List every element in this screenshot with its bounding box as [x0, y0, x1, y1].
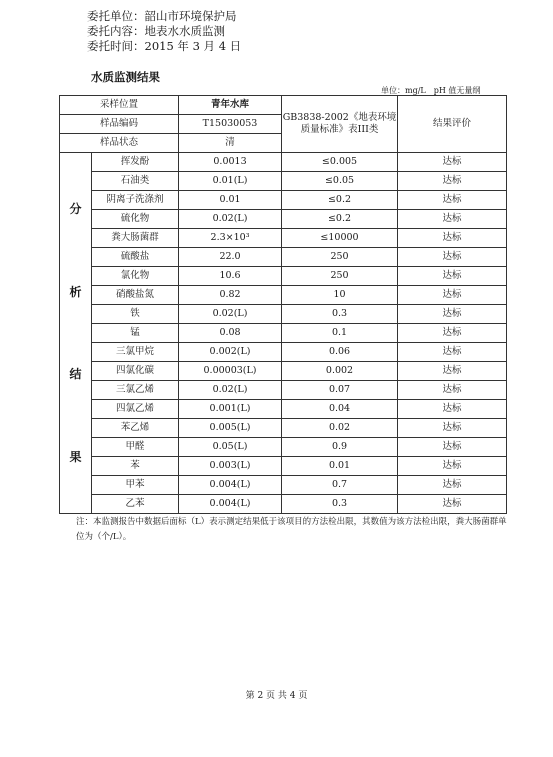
standard-cell: ≤0.005	[282, 153, 398, 172]
side-char: 果	[69, 449, 82, 464]
standard-cell: ≤0.2	[282, 191, 398, 210]
item-cell: 硫酸盐	[92, 248, 179, 267]
item-cell: 锰	[92, 324, 179, 343]
value-cell: 0.004(L)	[179, 476, 282, 495]
sample-id-label: 样品编码	[60, 115, 179, 134]
standard-cell: 0.3	[282, 305, 398, 324]
analysis-result-label	[60, 153, 92, 514]
results-table	[59, 95, 507, 514]
table-row	[60, 172, 507, 191]
table-row	[60, 229, 507, 248]
time-line: 委托时间：2015 年 3 月 4 日	[87, 39, 242, 53]
value-cell: 22.0	[179, 248, 282, 267]
table-row	[60, 191, 507, 210]
table-row	[60, 286, 507, 305]
value-cell: 0.00003(L)	[179, 362, 282, 381]
content-line: 委托内容：地表水水质监测	[87, 24, 225, 38]
table-row	[60, 400, 507, 419]
result-cell: 达标	[398, 362, 507, 381]
location-value: 青年水库	[179, 96, 282, 115]
side-char: 结	[69, 367, 82, 382]
value-cell: 0.001(L)	[179, 400, 282, 419]
result-cell: 达标	[398, 153, 507, 172]
table-row-location	[60, 96, 507, 115]
standard-header: GB3838-2002《地表环境质量标准》表III类	[282, 96, 398, 153]
value-cell: 0.08	[179, 324, 282, 343]
value-cell: 0.02(L)	[179, 381, 282, 400]
value-cell: 10.6	[179, 267, 282, 286]
standard-cell: 0.1	[282, 324, 398, 343]
item-cell: 石油类	[92, 172, 179, 191]
value-cell: 0.02(L)	[179, 305, 282, 324]
value-cell: 0.01(L)	[179, 172, 282, 191]
standard-cell: 0.06	[282, 343, 398, 362]
item-cell: 乙苯	[92, 495, 179, 514]
result-cell: 达标	[398, 476, 507, 495]
result-cell: 达标	[398, 457, 507, 476]
page-number: 第 2 页 共 4 页	[245, 691, 308, 701]
table-row	[60, 438, 507, 457]
table-row	[60, 343, 507, 362]
result-cell: 达标	[398, 343, 507, 362]
table-row	[60, 210, 507, 229]
item-cell: 甲苯	[92, 476, 179, 495]
value-cell: 0.003(L)	[179, 457, 282, 476]
table-row	[60, 419, 507, 438]
standard-cell: ≤0.05	[282, 172, 398, 191]
result-cell: 达标	[398, 191, 507, 210]
standard-cell: 250	[282, 248, 398, 267]
table-row	[60, 381, 507, 400]
table-row	[60, 495, 507, 514]
value-cell: 0.01	[179, 191, 282, 210]
result-cell: 达标	[398, 210, 507, 229]
sample-state-value: 清	[179, 134, 282, 153]
result-cell: 达标	[398, 381, 507, 400]
item-cell: 硝酸盐氮	[92, 286, 179, 305]
footnote: 注：本监测报告中数据后面标（L）表示测定结果低于该项目的方法检出限，其数值为该方法检出限，粪大肠菌群单位为（个/L）。	[76, 517, 507, 542]
side-char: 分	[69, 202, 82, 217]
side-char: 析	[69, 284, 82, 299]
standard-cell: 0.3	[282, 495, 398, 514]
result-cell: 达标	[398, 267, 507, 286]
result-cell: 达标	[398, 248, 507, 267]
unit-ph: pH 值无量纲	[433, 86, 481, 95]
result-cell: 达标	[398, 229, 507, 248]
client-line: 委托单位：韶山市环境保护局	[87, 9, 237, 23]
standard-cell: 0.7	[282, 476, 398, 495]
standard-cell: 0.02	[282, 419, 398, 438]
section-title: 水质监测结果	[91, 70, 160, 84]
table-row	[60, 324, 507, 343]
sample-state-label: 样品状态	[60, 134, 179, 153]
table-row	[60, 305, 507, 324]
item-cell: 苯乙烯	[92, 419, 179, 438]
value-cell: 0.002(L)	[179, 343, 282, 362]
standard-cell: 250	[282, 267, 398, 286]
standard-cell: 0.002	[282, 362, 398, 381]
table-row	[60, 457, 507, 476]
item-cell: 苯	[92, 457, 179, 476]
item-cell: 四氯化碳	[92, 362, 179, 381]
result-cell: 达标	[398, 495, 507, 514]
standard-cell: ≤0.2	[282, 210, 398, 229]
result-cell: 达标	[398, 172, 507, 191]
result-cell: 达标	[398, 324, 507, 343]
value-cell: 2.3×10³	[179, 229, 282, 248]
standard-cell: 0.01	[282, 457, 398, 476]
unit-mg-l: 单位：mg/L	[381, 86, 426, 95]
value-cell: 0.82	[179, 286, 282, 305]
result-cell: 达标	[398, 438, 507, 457]
item-cell: 粪大肠菌群	[92, 229, 179, 248]
item-cell: 阴离子洗涤剂	[92, 191, 179, 210]
value-cell: 0.0013	[179, 153, 282, 172]
item-cell: 甲醛	[92, 438, 179, 457]
item-cell: 三氯甲烷	[92, 343, 179, 362]
value-cell: 0.005(L)	[179, 419, 282, 438]
standard-cell: 0.07	[282, 381, 398, 400]
result-cell: 达标	[398, 286, 507, 305]
item-cell: 四氯乙烯	[92, 400, 179, 419]
table-row	[60, 153, 507, 172]
value-cell: 0.05(L)	[179, 438, 282, 457]
standard-cell: 0.04	[282, 400, 398, 419]
item-cell: 硫化物	[92, 210, 179, 229]
item-cell: 铁	[92, 305, 179, 324]
value-cell: 0.004(L)	[179, 495, 282, 514]
sample-id-value: T15030053	[179, 115, 282, 134]
standard-cell: 0.9	[282, 438, 398, 457]
item-cell: 三氯乙烯	[92, 381, 179, 400]
result-cell: 达标	[398, 400, 507, 419]
result-cell: 达标	[398, 305, 507, 324]
result-header: 结果评价	[398, 96, 507, 153]
result-cell: 达标	[398, 419, 507, 438]
standard-cell: 10	[282, 286, 398, 305]
location-label: 采样位置	[60, 96, 179, 115]
table-row	[60, 362, 507, 381]
item-cell: 氯化物	[92, 267, 179, 286]
item-cell: 挥发酚	[92, 153, 179, 172]
table-row	[60, 476, 507, 495]
table-row	[60, 248, 507, 267]
value-cell: 0.02(L)	[179, 210, 282, 229]
table-row	[60, 267, 507, 286]
standard-cell: ≤10000	[282, 229, 398, 248]
